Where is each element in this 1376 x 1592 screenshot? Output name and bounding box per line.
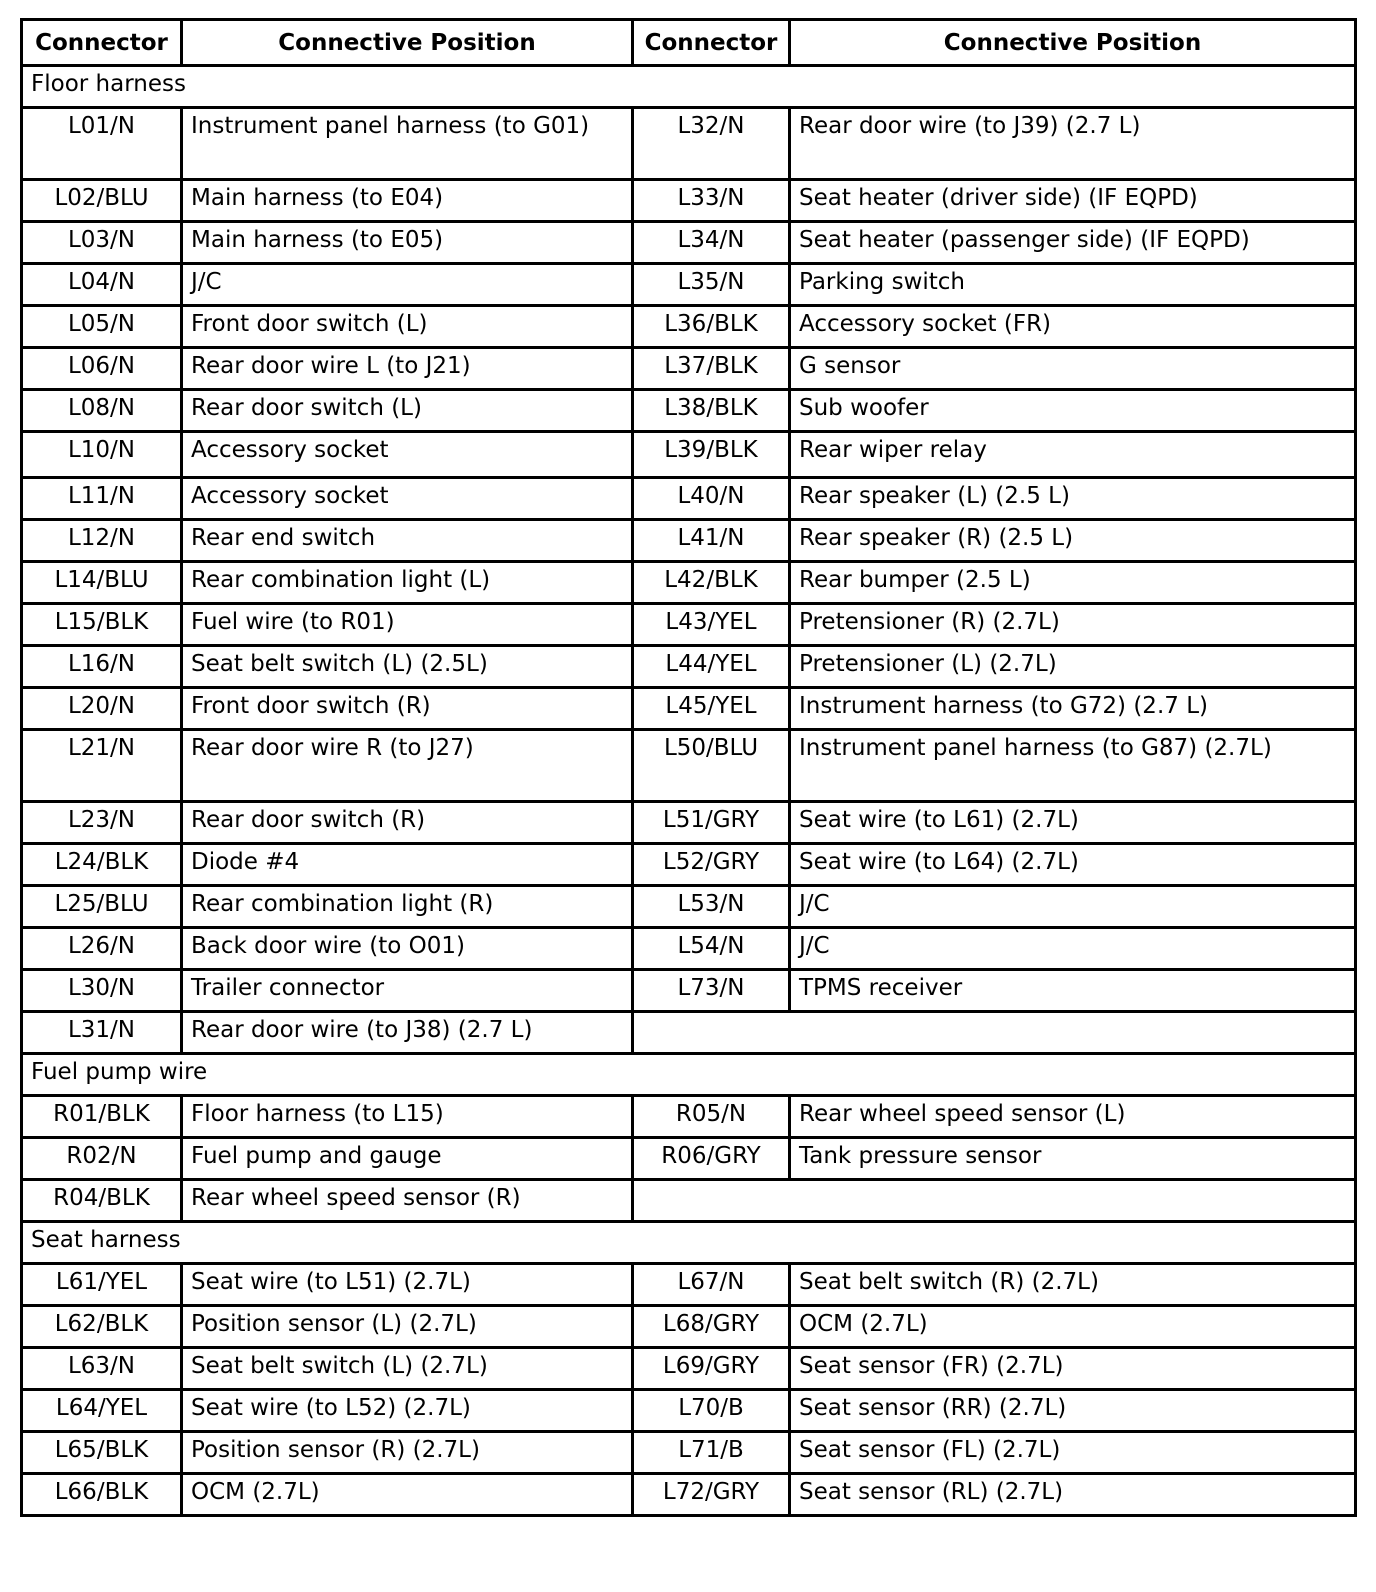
table-row: [22, 1096, 1356, 1138]
position-cell: Accessory socket (FR): [790, 306, 1356, 348]
table-row: [22, 1180, 1356, 1222]
position-cell: Sub woofer: [790, 390, 1356, 432]
position-cell: Instrument panel harness (to G87) (2.7L): [790, 730, 1356, 802]
position-cell: J/C: [790, 886, 1356, 928]
connector-cell: L51/GRY: [633, 802, 790, 844]
connector-cell: L26/N: [22, 928, 182, 970]
connector-cell: L10/N: [22, 432, 182, 478]
position-cell: Accessory socket: [182, 432, 633, 478]
position-cell: Seat sensor (FR) (2.7L): [790, 1348, 1356, 1390]
position-cell: Rear door wire R (to J27): [182, 730, 633, 802]
table-row: [22, 1348, 1356, 1390]
position-cell: Seat belt switch (L) (2.7L): [182, 1348, 633, 1390]
connector-cell: L72/GRY: [633, 1474, 790, 1516]
position-cell: Pretensioner (R) (2.7L): [790, 604, 1356, 646]
position-cell: Pretensioner (L) (2.7L): [790, 646, 1356, 688]
table-row: [22, 928, 1356, 970]
position-cell: Rear speaker (R) (2.5 L): [790, 520, 1356, 562]
position-cell: Front door switch (L): [182, 306, 633, 348]
connector-cell: L54/N: [633, 928, 790, 970]
connector-cell: L63/N: [22, 1348, 182, 1390]
position-cell: Seat wire (to L64) (2.7L): [790, 844, 1356, 886]
connector-cell: L25/BLU: [22, 886, 182, 928]
connector-cell: L05/N: [22, 306, 182, 348]
position-cell: Rear combination light (R): [182, 886, 633, 928]
position-cell: Fuel wire (to R01): [182, 604, 633, 646]
connector-cell: L21/N: [22, 730, 182, 802]
connector-cell: L66/BLK: [22, 1474, 182, 1516]
connector-cell: L34/N: [633, 222, 790, 264]
position-cell: Seat heater (passenger side) (IF EQPD): [790, 222, 1356, 264]
connector-cell: L33/N: [633, 180, 790, 222]
position-cell: Rear door wire (to J39) (2.7 L): [790, 108, 1356, 180]
connector-cell: L02/BLU: [22, 180, 182, 222]
position-cell: Trailer connector: [182, 970, 633, 1012]
position-cell: Diode #4: [182, 844, 633, 886]
table-row: [22, 1306, 1356, 1348]
empty-cell: [633, 1180, 1356, 1222]
header-row: [22, 20, 1356, 66]
header-position-left: Connective Position: [182, 20, 633, 66]
connector-cell: L62/BLK: [22, 1306, 182, 1348]
table-row: [22, 180, 1356, 222]
table-row: [22, 348, 1356, 390]
table-row: [22, 844, 1356, 886]
table-row: [22, 886, 1356, 928]
connector-cell: R06/GRY: [633, 1138, 790, 1180]
connector-cell: L52/GRY: [633, 844, 790, 886]
position-cell: J/C: [182, 264, 633, 306]
position-cell: Rear speaker (L) (2.5 L): [790, 478, 1356, 520]
position-cell: Rear wiper relay: [790, 432, 1356, 478]
table-row: [22, 520, 1356, 562]
connector-cell: L36/BLK: [633, 306, 790, 348]
empty-cell: [633, 1012, 1356, 1054]
table-body: [22, 66, 1356, 1516]
connector-cell: R04/BLK: [22, 1180, 182, 1222]
table-row: [22, 1012, 1356, 1054]
connector-cell: L01/N: [22, 108, 182, 180]
table-row: [22, 688, 1356, 730]
position-cell: Rear end switch: [182, 520, 633, 562]
position-cell: Back door wire (to O01): [182, 928, 633, 970]
table-row: [22, 432, 1356, 478]
position-cell: Main harness (to E04): [182, 180, 633, 222]
table-row: [22, 802, 1356, 844]
position-cell: Rear door switch (L): [182, 390, 633, 432]
position-cell: Floor harness (to L15): [182, 1096, 633, 1138]
position-cell: Seat sensor (FL) (2.7L): [790, 1432, 1356, 1474]
connector-table: [20, 18, 1357, 1517]
position-cell: Seat sensor (RL) (2.7L): [790, 1474, 1356, 1516]
position-cell: Position sensor (R) (2.7L): [182, 1432, 633, 1474]
section-title: Fuel pump wire: [22, 1054, 1356, 1096]
connector-cell: L24/BLK: [22, 844, 182, 886]
connector-cell: L69/GRY: [633, 1348, 790, 1390]
connector-cell: L37/BLK: [633, 348, 790, 390]
position-cell: Front door switch (R): [182, 688, 633, 730]
position-cell: Rear door switch (R): [182, 802, 633, 844]
position-cell: Rear bumper (2.5 L): [790, 562, 1356, 604]
connector-cell: L44/YEL: [633, 646, 790, 688]
section-row: [22, 66, 1356, 108]
position-cell: Seat belt switch (L) (2.5L): [182, 646, 633, 688]
position-cell: Seat belt switch (R) (2.7L): [790, 1264, 1356, 1306]
position-cell: Position sensor (L) (2.7L): [182, 1306, 633, 1348]
position-cell: Seat heater (driver side) (IF EQPD): [790, 180, 1356, 222]
connector-cell: L08/N: [22, 390, 182, 432]
connector-cell: L40/N: [633, 478, 790, 520]
connector-cell: L11/N: [22, 478, 182, 520]
connector-cell: L04/N: [22, 264, 182, 306]
position-cell: Instrument harness (to G72) (2.7 L): [790, 688, 1356, 730]
connector-cell: L64/YEL: [22, 1390, 182, 1432]
table-row: [22, 604, 1356, 646]
section-title: Seat harness: [22, 1222, 1356, 1264]
header-connector-left: Connector: [22, 20, 182, 66]
connector-cell: L42/BLK: [633, 562, 790, 604]
connector-cell: L71/B: [633, 1432, 790, 1474]
connector-cell: L31/N: [22, 1012, 182, 1054]
table-row: [22, 306, 1356, 348]
position-cell: Fuel pump and gauge: [182, 1138, 633, 1180]
position-cell: OCM (2.7L): [182, 1474, 633, 1516]
position-cell: G sensor: [790, 348, 1356, 390]
connector-cell: L14/BLU: [22, 562, 182, 604]
position-cell: Instrument panel harness (to G01): [182, 108, 633, 180]
connector-cell: L65/BLK: [22, 1432, 182, 1474]
connector-cell: L20/N: [22, 688, 182, 730]
connector-cell: R01/BLK: [22, 1096, 182, 1138]
connector-cell: L16/N: [22, 646, 182, 688]
connector-cell: L73/N: [633, 970, 790, 1012]
position-cell: Seat wire (to L52) (2.7L): [182, 1390, 633, 1432]
connector-cell: L12/N: [22, 520, 182, 562]
table-row: [22, 1474, 1356, 1516]
table-row: [22, 646, 1356, 688]
connector-cell: L06/N: [22, 348, 182, 390]
connector-cell: L67/N: [633, 1264, 790, 1306]
position-cell: Main harness (to E05): [182, 222, 633, 264]
connector-cell: L30/N: [22, 970, 182, 1012]
position-cell: Rear wheel speed sensor (R): [182, 1180, 633, 1222]
table-row: [22, 562, 1356, 604]
position-cell: Rear wheel speed sensor (L): [790, 1096, 1356, 1138]
connector-cell: L03/N: [22, 222, 182, 264]
connector-cell: L50/BLU: [633, 730, 790, 802]
position-cell: Seat sensor (RR) (2.7L): [790, 1390, 1356, 1432]
table-row: [22, 730, 1356, 802]
table-row: [22, 1390, 1356, 1432]
position-cell: Seat wire (to L51) (2.7L): [182, 1264, 633, 1306]
connector-cell: L61/YEL: [22, 1264, 182, 1306]
connector-cell: L35/N: [633, 264, 790, 306]
connector-cell: L70/B: [633, 1390, 790, 1432]
connector-cell: R02/N: [22, 1138, 182, 1180]
section-row: [22, 1222, 1356, 1264]
connector-cell: L23/N: [22, 802, 182, 844]
table-row: [22, 264, 1356, 306]
header-connector-right: Connector: [633, 20, 790, 66]
table-row: [22, 108, 1356, 180]
table-row: [22, 222, 1356, 264]
connector-cell: L39/BLK: [633, 432, 790, 478]
position-cell: Rear door wire (to J38) (2.7 L): [182, 1012, 633, 1054]
position-cell: J/C: [790, 928, 1356, 970]
table-row: [22, 1138, 1356, 1180]
table-row: [22, 478, 1356, 520]
section-row: [22, 1054, 1356, 1096]
position-cell: Rear door wire L (to J21): [182, 348, 633, 390]
connector-cell: R05/N: [633, 1096, 790, 1138]
connector-cell: L32/N: [633, 108, 790, 180]
position-cell: Seat wire (to L61) (2.7L): [790, 802, 1356, 844]
connector-cell: L43/YEL: [633, 604, 790, 646]
table-row: [22, 1264, 1356, 1306]
connector-cell: L15/BLK: [22, 604, 182, 646]
position-cell: Parking switch: [790, 264, 1356, 306]
header-position-right: Connective Position: [790, 20, 1356, 66]
position-cell: Rear combination light (L): [182, 562, 633, 604]
connector-cell: L41/N: [633, 520, 790, 562]
table-row: [22, 1432, 1356, 1474]
position-cell: OCM (2.7L): [790, 1306, 1356, 1348]
position-cell: Accessory socket: [182, 478, 633, 520]
position-cell: Tank pressure sensor: [790, 1138, 1356, 1180]
table-row: [22, 970, 1356, 1012]
position-cell: TPMS receiver: [790, 970, 1356, 1012]
section-title: Floor harness: [22, 66, 1356, 108]
connector-cell: L38/BLK: [633, 390, 790, 432]
connector-cell: L53/N: [633, 886, 790, 928]
connector-cell: L68/GRY: [633, 1306, 790, 1348]
table-row: [22, 390, 1356, 432]
connector-cell: L45/YEL: [633, 688, 790, 730]
